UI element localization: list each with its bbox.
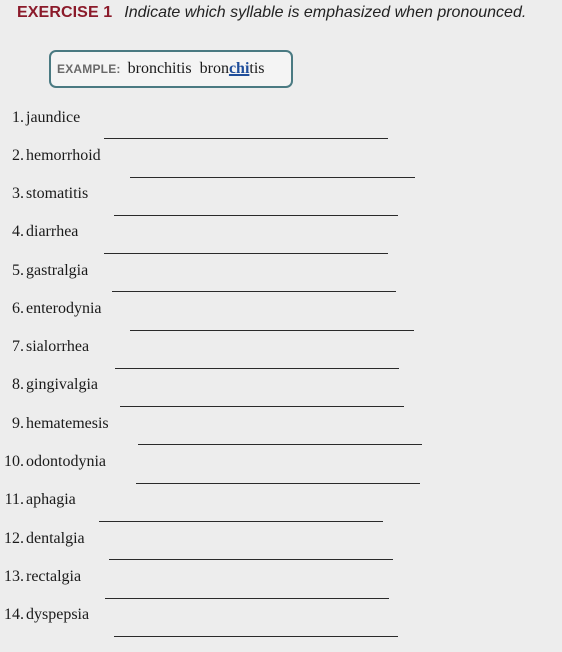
answer-line[interactable] [105,598,389,599]
exercise-item [0,491,76,509]
answer-line[interactable] [138,444,422,445]
exercise-header [17,4,526,22]
answer-line[interactable] [104,253,388,254]
item-word: dyspepsia [26,606,90,623]
answer-line[interactable] [114,636,398,637]
answer-line[interactable] [109,559,393,560]
example-word: bronchitis [127,60,192,77]
item-word: odontodynia [26,453,106,470]
item-word: hematemesis [26,415,109,432]
item-word: jaundice [26,109,81,126]
item-word: hemorrhoid [26,147,101,164]
item-word: sialorrhea [26,338,90,355]
exercise-item [0,415,109,433]
answer-line[interactable] [120,406,404,407]
answer-line[interactable] [130,177,415,178]
item-number: 2. [12,147,24,164]
item-number: 4. [12,223,24,240]
item-number: 1. [12,109,24,126]
item-number: 13. [4,568,24,585]
item-number: 5. [12,262,24,279]
item-number: 10. [4,453,24,470]
exercise-item [0,453,106,471]
item-number: 14. [4,606,24,623]
item-number: 6. [12,300,24,317]
item-word: gingivalgia [26,376,98,393]
item-word: rectalgia [26,568,82,585]
exercise-item [0,606,89,624]
exercise-item [0,147,101,165]
example-tag: EXAMPLE: [57,62,121,76]
answer-line[interactable] [99,521,383,522]
example-answer-pre: bron [199,60,229,77]
exercise-item [0,376,98,394]
answer-line[interactable] [136,483,420,484]
exercise-item [0,262,88,280]
exercise-item [0,568,81,586]
item-word: aphagia [26,491,76,508]
example-box [49,50,293,88]
exercise-item [0,300,102,318]
item-word: enterodynia [26,300,102,317]
item-word: dentalgia [26,530,85,547]
item-number: 7. [12,338,24,355]
answer-line[interactable] [130,330,414,331]
answer-line[interactable] [112,291,396,292]
exercise-item [0,109,80,127]
example-answer-emphasis: chi [228,60,250,77]
item-word: diarrhea [26,223,79,240]
item-number: 12. [4,530,24,547]
exercise-item [0,185,88,203]
item-number: 3. [12,185,24,202]
answer-line[interactable] [104,138,388,139]
exercise-item [0,223,78,241]
item-number: 8. [12,376,24,393]
item-word: gastralgia [26,262,89,279]
exercise-instruction: Indicate which syllable is emphasized when pronounced. [124,4,527,21]
example-answer [200,60,265,78]
answer-line[interactable] [114,215,398,216]
item-word: stomatitis [26,185,89,202]
exercise-label: EXERCISE 1 [17,4,113,21]
exercise-item [0,530,85,548]
answer-line[interactable] [115,368,399,369]
item-number: 11. [4,491,24,508]
example-answer-post: tis [249,60,265,77]
item-number: 9. [12,415,24,432]
exercise-item [0,338,89,356]
